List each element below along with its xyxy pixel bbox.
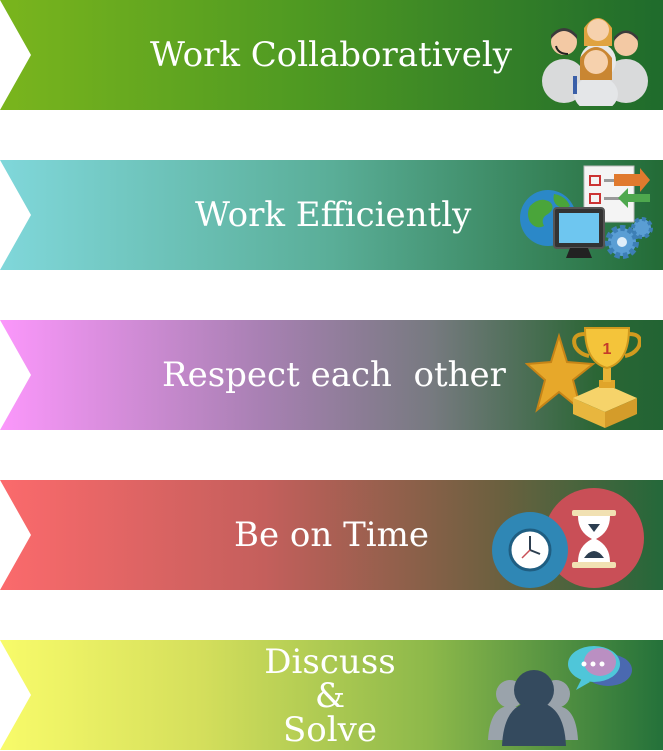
banner-be-on-time (0, 480, 663, 590)
globe-computer-gears-icon (518, 164, 656, 268)
banner-label-line: Solve (283, 710, 377, 750)
banner-label: Be on Time (234, 515, 430, 555)
banner-label-line: & (314, 676, 346, 716)
banner-work-collaboratively (0, 0, 663, 110)
clock-hourglass-icon (488, 488, 648, 592)
trophy-star-icon (525, 322, 641, 430)
people-chat-icon (488, 642, 638, 748)
banner-respect-each-other (0, 320, 663, 430)
team-people-icon (540, 6, 652, 106)
banner-label: Work Efficiently (195, 195, 472, 235)
banner-work-efficiently (0, 160, 663, 270)
banner-discuss-and-solve (0, 640, 663, 750)
banner-label-group (264, 642, 396, 750)
banner-label: Work Collaboratively (150, 35, 512, 75)
banner-label-line: Discuss (264, 642, 396, 682)
svg-text:1: 1 (602, 341, 612, 358)
banner-label: Respect each other (162, 355, 506, 395)
